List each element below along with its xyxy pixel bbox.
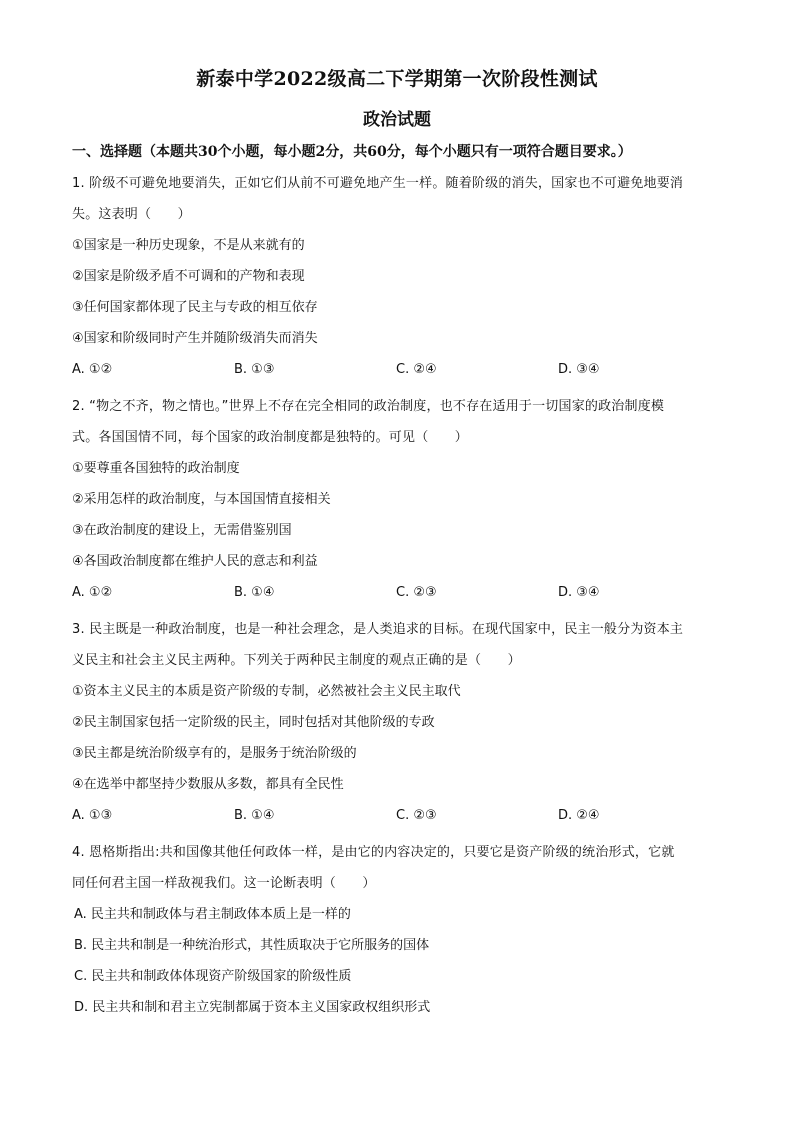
option-b[interactable]: B. ①④ — [234, 585, 275, 600]
section-heading: 一、选择题（本题共30个小题，每小题2分，共60分，每个小题只有一项符合题目要求。） — [72, 144, 632, 160]
question-stem: 失。这表明（ ） — [72, 207, 191, 222]
statement-2: ②民主制国家包括一定阶级的民主，同时包括对其他阶级的专政 — [72, 715, 435, 730]
answer-options — [72, 354, 722, 385]
option-a[interactable]: A. ①② — [72, 362, 113, 377]
option-c[interactable]: C. ②③ — [396, 808, 437, 823]
question-stem: 式。各国国情不同，每个国家的政治制度都是独特的。可见（ ） — [72, 430, 469, 445]
option-b[interactable]: B. ①④ — [234, 808, 275, 823]
question-stem: 4. 恩格斯指出:共和国像其他任何政体一样，是由它的内容决定的，只要它是资产阶级的统治形式，它就 — [72, 845, 675, 860]
option-d[interactable]: D. ③④ — [558, 362, 600, 377]
statement-1: ①资本主义民主的本质是资产阶级的专制，必然被社会主义民主取代 — [72, 684, 461, 699]
option-d[interactable]: D. 民主共和制和君主立宪制都属于资本主义国家政权组织形式 — [74, 1000, 431, 1015]
option-b[interactable]: B. ①③ — [234, 362, 275, 377]
option-c[interactable]: C. 民主共和制政体体现资产阶级国家的阶级性质 — [74, 969, 352, 984]
option-c[interactable]: C. ②④ — [396, 362, 437, 377]
statement-3: ③在政治制度的建设上，无需借鉴别国 — [72, 523, 292, 538]
question-stem: 1. 阶级不可避免地要消失，正如它们从前不可避免地产生一样。随着阶级的消失，国家也不可避免地要消 — [72, 176, 684, 191]
answer-options — [72, 577, 722, 608]
statement-3: ③任何国家都体现了民主与专政的相互依存 — [72, 300, 318, 315]
statement-1: ①国家是一种历史现象，不是从来就有的 — [72, 238, 305, 253]
statement-4: ④各国政治制度都在维护人民的意志和利益 — [72, 554, 318, 569]
statement-3: ③民主都是统治阶级享有的，是服务于统治阶级的 — [72, 746, 357, 761]
statement-1: ①要尊重各国独特的政治制度 — [72, 461, 240, 476]
question-stem: 3. 民主既是一种政治制度，也是一种社会理念，是人类追求的目标。在现代国家中，民主一般分为资本主 — [72, 622, 684, 637]
question-2 — [72, 391, 722, 608]
question-1 — [72, 168, 722, 385]
exam-page — [72, 66, 722, 1023]
statement-4: ④在选举中都坚持少数服从多数，都具有全民性 — [72, 777, 344, 792]
question-3 — [72, 614, 722, 831]
option-a[interactable]: A. 民主共和制政体与君主制政体本质上是一样的 — [74, 907, 351, 922]
exam-subject: 政治试题 — [363, 110, 431, 130]
option-d[interactable]: D. ③④ — [558, 585, 600, 600]
option-c[interactable]: C. ②③ — [396, 585, 437, 600]
option-b[interactable]: B. 民主共和制是一种统治形式，其性质取决于它所服务的国体 — [74, 938, 430, 953]
exam-title: 新泰中学2022级高二下学期第一次阶段性测试 — [196, 68, 598, 90]
question-stem: 义民主和社会主义民主两种。下列关于两种民主制度的观点正确的是（ ） — [72, 653, 521, 668]
option-a[interactable]: A. ①② — [72, 585, 113, 600]
option-a[interactable]: A. ①③ — [72, 808, 113, 823]
option-d[interactable]: D. ②④ — [558, 808, 600, 823]
question-stem: 同任何君主国一样敌视我们。这一论断表明（ ） — [72, 876, 376, 891]
statement-2: ②国家是阶级矛盾不可调和的产物和表现 — [72, 269, 305, 284]
question-stem: 2. “物之不齐，物之情也。”世界上不存在完全相同的政治制度，也不存在适用于一切国家的政治制度模 — [72, 399, 665, 414]
answer-options — [72, 800, 722, 831]
statement-4: ④国家和阶级同时产生并随阶级消失而消失 — [72, 331, 318, 346]
statement-2: ②采用怎样的政治制度，与本国国情直接相关 — [72, 492, 331, 507]
question-4 — [72, 837, 722, 1023]
